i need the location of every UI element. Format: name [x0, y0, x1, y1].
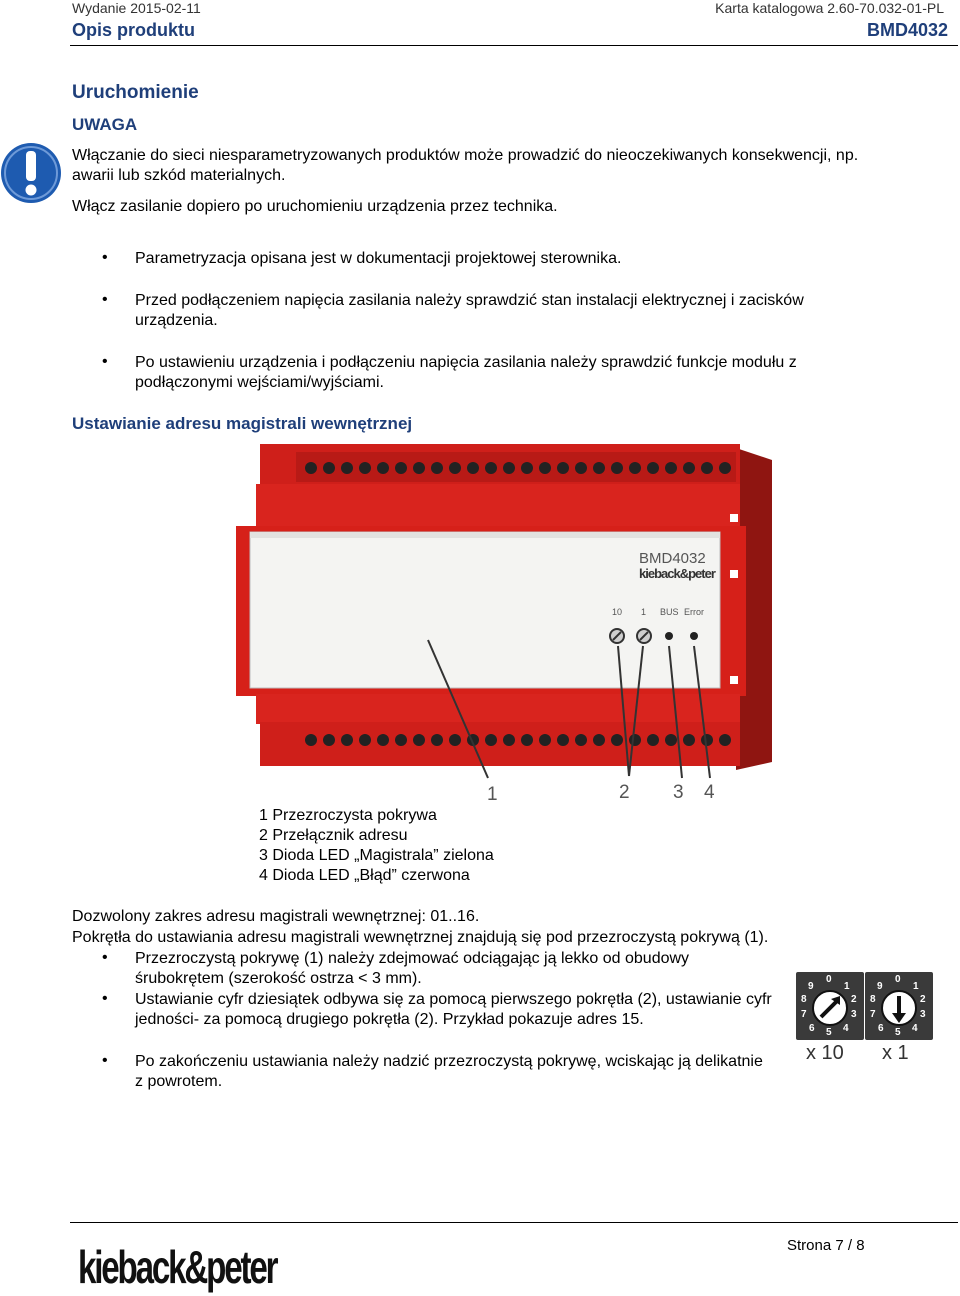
callout-2: 2: [619, 782, 630, 803]
legend-item-4: 4 Dioda LED „Błąd” czerwona: [259, 867, 470, 884]
warning-title: UWAGA: [72, 115, 138, 134]
header-rule: [70, 45, 958, 46]
callout-1: 1: [487, 784, 498, 805]
address-knobs-text: Pokrętła do ustawiania adresu magistrali wewnętrznej znajdują się pod przezroczystą pokrywą (1).: [72, 929, 769, 946]
ones-dial-digit-2: 2: [920, 994, 926, 1005]
address-switch-ones: [637, 629, 651, 643]
callout-4: 4: [704, 782, 715, 803]
device-illustration: [236, 440, 776, 810]
tens-dial-panel: [796, 972, 864, 1040]
tens-dial-label: x 10: [806, 1042, 844, 1064]
tens-dial-digit-7: 7: [801, 1009, 807, 1020]
bullet-dot: •: [102, 949, 108, 966]
ones-dial-digit-8: 8: [870, 994, 876, 1005]
tens-dial-digit-1: 1: [844, 981, 850, 992]
startup-bullet-2: Przed podłączeniem napięcia zasilania należy sprawdzić stan instalacji elektrycznej i zacisków urządzenia.: [135, 292, 804, 329]
footer-rule: [70, 1222, 958, 1223]
tens-dial-digit-3: 3: [851, 1009, 857, 1020]
ones-dial-digit-0: 0: [895, 974, 901, 985]
power-note: Włącz zasilanie dopiero po uruchomieniu urządzenia przez technika.: [72, 198, 558, 215]
bullet-dot: •: [102, 291, 108, 308]
led-label-error: Error: [684, 607, 704, 617]
warning-line-1: Włączanie do sieci niesparametryzowanych produktów może prowadzić do nieoczekiwanych konsekwencji, np.: [72, 147, 859, 164]
section-title: Opis produktu: [72, 20, 195, 40]
tens-dial-digit-4: 4: [843, 1023, 849, 1034]
tens-dial-digit-8: 8: [801, 994, 807, 1005]
ones-dial-label: x 1: [882, 1042, 909, 1064]
warning-line-2: awarii lub szkód materialnych.: [72, 167, 286, 184]
product-code: BMD4032: [866, 20, 948, 40]
ones-dial-digit-1: 1: [913, 981, 919, 992]
ones-dial-digit-5: 5: [895, 1027, 901, 1038]
warning-icon: [0, 142, 64, 204]
callout-3: 3: [673, 782, 684, 803]
device-drawing: [236, 440, 776, 810]
tens-dial-digit-9: 9: [808, 981, 814, 992]
address-title: Ustawianie adresu magistrali wewnętrznej: [72, 414, 413, 433]
bullet-dot: •: [102, 1052, 108, 1069]
startup-title: Uruchomienie: [72, 82, 199, 103]
tens-dial-digit-2: 2: [851, 994, 857, 1005]
address-switch-tens: [610, 629, 624, 643]
ones-dial-digit-7: 7: [870, 1009, 876, 1020]
ones-dial-panel: [865, 972, 933, 1040]
bullet-dot: •: [102, 990, 108, 1007]
ones-dial-digit-4: 4: [912, 1023, 918, 1034]
catalog-sheet-number: Karta katalogowa 2.60-70.032-01-PL: [715, 0, 944, 16]
bullet-dot: •: [102, 353, 108, 370]
company-logo: kieback&peter: [78, 1241, 277, 1293]
error-led: [690, 632, 698, 640]
address-bullet-1: Przezroczystą pokrywę (1) należy zdejmować odciągając ją lekko od obudowy śrubokrętem (szerokość ostrza < 3 mm).: [135, 950, 690, 987]
ones-dial-digit-9: 9: [877, 981, 883, 992]
page-number: Strona 7 / 8: [787, 1237, 865, 1254]
legend-item-2: 2 Przełącznik adresu: [259, 827, 408, 844]
bullet-dot: •: [102, 249, 108, 266]
address-bullet-3: Po zakończeniu ustawiania należy nadzić przezroczystą pokrywę, wciskając ją delikatnie z powrotem.: [135, 1053, 763, 1090]
legend-item-3: 3 Dioda LED „Magistrala” zielona: [259, 847, 494, 864]
tens-dial-digit-6: 6: [809, 1023, 815, 1034]
legend-item-1: 1 Przezroczysta pokrywa: [259, 807, 437, 824]
switch-label-tens: 10: [612, 607, 623, 617]
tens-dial-digit-0: 0: [826, 974, 832, 985]
ones-dial-digit-6: 6: [878, 1023, 884, 1034]
address-bullet-2: Ustawianie cyfr dziesiątek odbywa się za pomocą pierwszego pokrętła (2), ustawianie cyfr jedności- za pomocą drugiego pokrętła (2). Przykład pokazuje adres 15.: [135, 991, 772, 1028]
edition-date: Wydanie 2015-02-11: [72, 0, 201, 16]
tens-dial-digit-5: 5: [826, 1027, 832, 1038]
led-label-bus: BUS: [660, 607, 679, 617]
startup-bullet-1: Parametryzacja opisana jest w dokumentacji projektowej sterownika.: [135, 250, 622, 267]
ones-dial-digit-3: 3: [920, 1009, 926, 1020]
bus-led: [665, 632, 673, 640]
switch-label-ones: 1: [641, 607, 647, 617]
address-range-text: Dozwolony zakres adresu magistrali wewnętrznej: 01..16.: [72, 908, 480, 925]
device-model-label: BMD4032: [639, 550, 706, 567]
startup-bullet-3: Po ustawieniu urządzenia i podłączeniu napięcia zasilania należy sprawdzić funkcje modułu z podłączonymi wejściami/wyjściami.: [135, 354, 797, 391]
device-brand-label: kieback&peter: [639, 566, 715, 581]
